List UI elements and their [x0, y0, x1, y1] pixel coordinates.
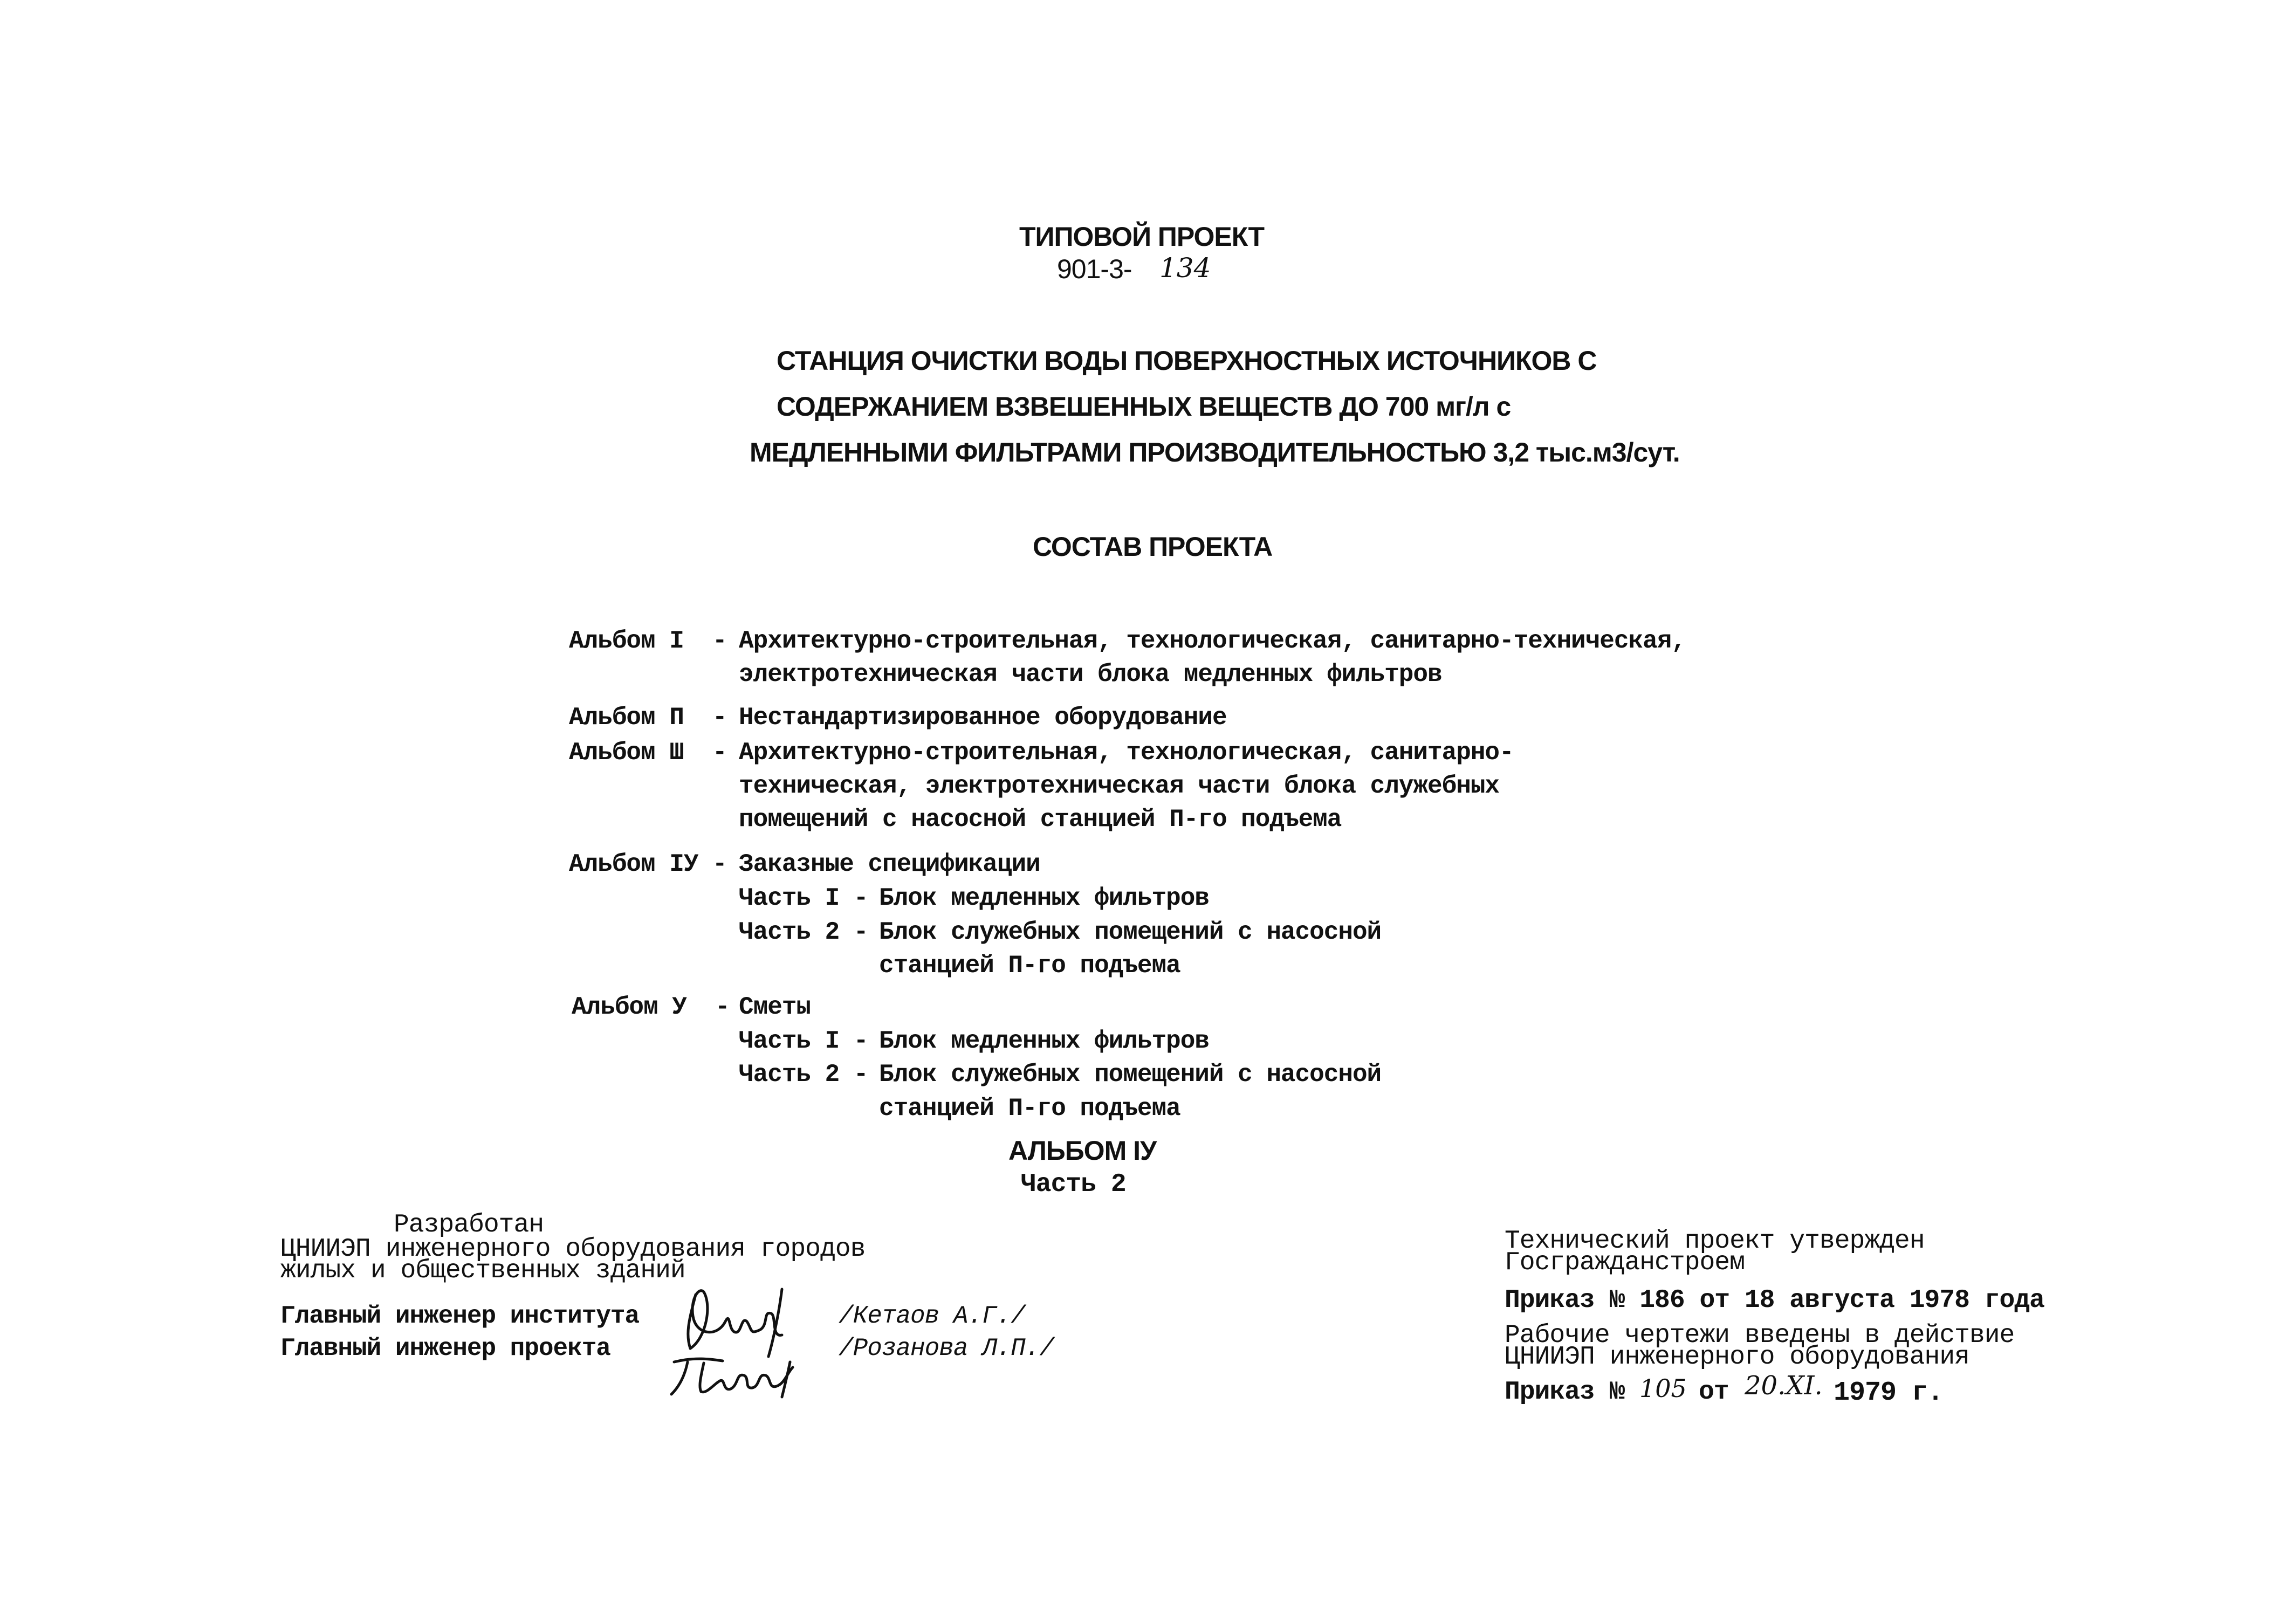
album-5-label: Альбом У - — [572, 993, 730, 1021]
project-number-handwritten: 134 — [1159, 252, 1211, 284]
chief-engineer-institute-label: Главный инженер института — [280, 1302, 640, 1330]
chief-engineer-project-label: Главный инженер проекта — [280, 1334, 610, 1362]
album-3-label: Альбом Ш - — [569, 739, 727, 767]
approval-order-from: от — [1699, 1378, 1729, 1407]
album-1-line-2: электротехническая части блока медленных фильтров — [739, 660, 1442, 689]
album-4-line-1: Заказные спецификации — [739, 850, 1040, 878]
album-1-line-1: Архитектурно-строительная, технологическая, санитарно-техническая, — [739, 627, 1686, 655]
project-code: 901-3- — [1057, 254, 1132, 284]
signature-chief-engineer-project — [663, 1332, 809, 1409]
approval-line-5: ЦНИИЭП инженерного оборудования — [1505, 1343, 1969, 1372]
description-line-2: СОДЕРЖАНИЕМ ВЗВЕШЕННЫХ ВЕЩЕСТВ ДО 700 мг/л с — [777, 391, 1511, 422]
approval-line-2: Госгражданстроем — [1505, 1248, 1745, 1277]
album-5-line-1: Сметы — [739, 993, 811, 1021]
album-5-part-2-line-1: Блок служебных помещений с насосной — [879, 1061, 1382, 1089]
section-title: СОСТАВ ПРОЕКТА — [1033, 532, 1273, 562]
description-line-1: СТАНЦИЯ ОЧИСТКИ ВОДЫ ПОВЕРХНОСТНЫХ ИСТОЧНИКОВ С — [777, 346, 1597, 376]
album-4-label: Альбом IУ - — [569, 850, 727, 878]
album-4-part-2-label: Часть 2 - — [739, 918, 868, 946]
album-5-part-2-line-2: станцией П-го подъема — [879, 1095, 1180, 1123]
album-3-line-3: помещений с насосной станцией П-го подъема — [739, 806, 1342, 834]
album-1-label: Альбом I - — [569, 627, 727, 655]
album-2-label: Альбом П - — [569, 704, 727, 732]
developer-label: Разработан — [394, 1210, 544, 1240]
album-4-part-2-line-2: станцией П-го подъема — [879, 952, 1180, 980]
album-2-line-1: Нестандартизированное оборудование — [739, 704, 1227, 732]
album-4-part-2-line-1: Блок служебных помещений с насосной — [879, 918, 1382, 946]
album-4-part-1-label: Часть I - — [739, 884, 868, 912]
approval-order-number: 105 — [1639, 1374, 1687, 1403]
approval-line-4: Рабочие чертежи введены в действие — [1505, 1321, 2015, 1350]
album-4-part-1-line-1: Блок медленных фильтров — [879, 884, 1209, 912]
album-3-line-1: Архитектурно-строительная, технологическая, санитарно- — [739, 739, 1514, 767]
album-5-part-2-label: Часть 2 - — [739, 1061, 868, 1089]
chief-engineer-institute-name: /Кетаов А.Г./ — [839, 1302, 1025, 1330]
description-line-3: МЕДЛЕННЫМИ ФИЛЬТРАМИ ПРОИЗВОДИТЕЛЬНОСТЬЮ 3,2 тыс.м3/сут. — [750, 437, 1680, 467]
album-5-part-1-line-1: Блок медленных фильтров — [879, 1027, 1209, 1055]
chief-engineer-project-name: /Розанова Л.П./ — [839, 1334, 1054, 1362]
approval-order-year: 1979 г. — [1834, 1378, 1944, 1408]
album-5-part-1-label: Часть I - — [739, 1027, 868, 1055]
approval-line-3: Приказ № 186 от 18 августа 1978 года — [1505, 1286, 2044, 1315]
developer-org-line-1: ЦНИИЭП инженерного оборудования городов — [280, 1235, 866, 1264]
album-3-line-2: техническая, электротехническая части блока служебных — [739, 772, 1500, 800]
approval-order-prefix: Приказ № — [1505, 1378, 1625, 1407]
approval-line-1: Технический проект утвержден — [1505, 1227, 1925, 1256]
project-type-title: ТИПОВОЙ ПРОЕКТ — [1019, 222, 1265, 252]
current-part: Часть 2 — [1021, 1170, 1126, 1199]
current-album: АЛЬБОМ IУ — [1008, 1136, 1157, 1166]
approval-order-date: 20.XI. — [1745, 1371, 1823, 1401]
developer-org-line-2: жилых и общественных зданий — [280, 1256, 685, 1285]
